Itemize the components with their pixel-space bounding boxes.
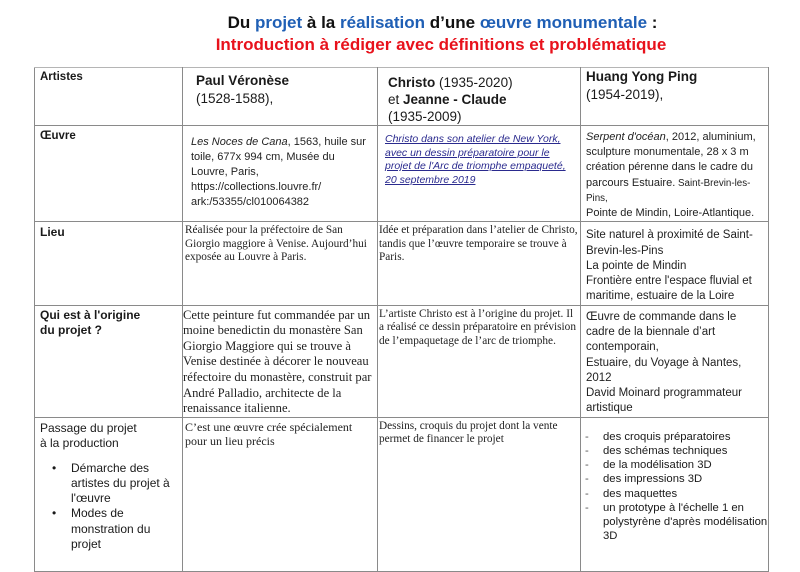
lieu-cell-huang [581, 222, 769, 305]
artist-cell-veronese [183, 68, 378, 126]
oeuvre-cell-huang [581, 126, 769, 222]
artist-cell-christo [378, 68, 581, 126]
title-part: à la [302, 13, 340, 32]
artist-name: Christo [388, 75, 436, 90]
cell-text: Idée et préparation dans l’atelier de Christo, tandis que l’œuvre temporaire se trouve à Paris. [379, 224, 578, 264]
row-header-cell [35, 417, 183, 571]
artwork-details: , 1563, huile sur toile, 677x 994 cm, Musée du Louvre, Paris, https://collections.louvre.fr/ ark:/53355/cl010064382 [191, 136, 366, 208]
title-keyword-projet: projet [254, 13, 303, 32]
table-row-lieu [35, 222, 769, 305]
document-title [0, 12, 800, 56]
artist-cell-huang [581, 68, 769, 126]
row-label-origine-2: du projet ? [40, 322, 102, 337]
bullet-item: • Démarche des artistes du projet à l'œuvre [71, 461, 182, 507]
lieu-cell-veronese [183, 222, 378, 305]
lieu-cell-christo [378, 222, 581, 305]
cell-text: Cette peinture fut commandée par un moine benedictin du monastère San Giorgio Maggiore qui se trouve à Venise destinée à décorer le nouveau réfectoire du monastère, construit par André Palladio, architecte de la renaissance italienne. [183, 307, 372, 416]
cell-line: Estuaire, du Voyage à Nantes, 2012 [586, 356, 742, 384]
title-part: : [647, 13, 658, 32]
artist-dates: (1954-2019), [586, 87, 664, 102]
cell-line: Frontière entre l'espace fluvial et maritime, estuaire de la Loire [586, 275, 752, 303]
artwork-location: Saint-Brevin-les-Pins, [586, 177, 751, 204]
row-header-cell [35, 305, 183, 417]
title-keyword-realisation: réalisation [340, 13, 426, 32]
cell-line: David Moinard programmateur artistique [586, 387, 742, 415]
title-keyword-oeuvre: œuvre monumentale [479, 13, 648, 32]
cell-line: Site naturel à proximité de Saint-Brevin-les-Pins [586, 229, 753, 257]
row-label-oeuvre: Œuvre [40, 130, 76, 142]
artist-dates-2: (1935-2009) [388, 109, 462, 124]
artist-dates: (1528-1588), [196, 91, 274, 106]
row-header-cell [35, 68, 183, 126]
production-steps-list [581, 430, 768, 544]
oeuvre-cell-veronese [183, 126, 378, 222]
artist-connector: et [388, 92, 400, 107]
title-line-1 [0, 12, 800, 34]
dash-item: - des croquis préparatoires [603, 430, 768, 444]
origine-cell-christo [378, 305, 581, 417]
artwork-details: , 2012, aluminium, sculpture monumentale, 28 x 3 m création pérenne dans le cadre du parcours Estuaire. [586, 131, 756, 189]
cell-text: L’artiste Christo est à l’origine du projet. Il a réalisé ce dessin préparatoire en prévision de l’empaquetage de l’arc de triomphe. [379, 307, 576, 347]
table-row-origine [35, 305, 769, 417]
artwork-location-end: Pointe de Mindin, Loire-Atlantique. [586, 207, 755, 220]
oeuvre-cell-christo [378, 126, 581, 222]
row-header-cell [35, 222, 183, 305]
passage-cell-veronese [183, 417, 378, 571]
artwork-title: Les Noces de Cana [191, 136, 288, 148]
artist-name-2: Jeanne - Claude [403, 92, 507, 107]
table-row-artistes [35, 68, 769, 126]
row-label-passage-2: à la production [40, 435, 119, 450]
bullet-item: • Modes de monstration du projet [71, 506, 182, 552]
artwork-link[interactable]: Christo dans son atelier de New York, avec un dessin préparatoire pour le projet de l'Arc de triomphe empaqueté, 20 septembre 2019 [385, 133, 566, 186]
dash-item: - des impressions 3D [603, 472, 768, 486]
title-part: Du [227, 13, 255, 32]
table-row-passage [35, 417, 769, 571]
artist-name: Huang Yong Ping [586, 69, 698, 84]
title-subtitle: Introduction à rédiger avec définitions et problématique [215, 35, 667, 54]
comparison-table [34, 67, 769, 572]
cell-text: C’est une œuvre crée spécialement pour un lieu précis [185, 419, 353, 448]
artist-name: Paul Véronèse [196, 73, 290, 88]
passage-cell-huang [581, 417, 769, 571]
row-header-cell [35, 126, 183, 222]
cell-line: La pointe de Mindin [586, 259, 687, 272]
dash-item: - de la modélisation 3D [603, 458, 768, 472]
artist-dates: (1935-2020) [439, 75, 513, 90]
cell-line: Œuvre de commande dans le cadre de la biennale d’art contemporain, [586, 310, 737, 354]
cell-text: Dessins, croquis du projet dont la vente permet de financer le projet [379, 419, 558, 446]
dash-item: - un prototype à l'échelle 1 en polystyrène d'après modélisation 3D [603, 501, 768, 544]
passage-cell-christo [378, 417, 581, 571]
cell-text: Réalisée pour la préfectoire de San Giorgio maggiore à Venise. Aujourd’hui exposée au Louvre à Paris. [185, 224, 367, 264]
row-label-origine: Qui est à l'origine [40, 307, 141, 322]
origine-cell-veronese [183, 305, 378, 417]
dash-item: - des schémas techniques [603, 444, 768, 458]
row-label-artistes: Artistes [40, 71, 83, 83]
dash-item: - des maquettes [603, 487, 768, 501]
origine-cell-huang [581, 305, 769, 417]
artwork-title: Serpent d'océan [586, 131, 666, 143]
row-label-lieu: Lieu [40, 225, 65, 240]
title-part: d’une [425, 13, 480, 32]
passage-bullet-list [35, 461, 182, 552]
row-label-passage: Passage du projet [40, 420, 137, 435]
table-row-oeuvre [35, 126, 769, 222]
